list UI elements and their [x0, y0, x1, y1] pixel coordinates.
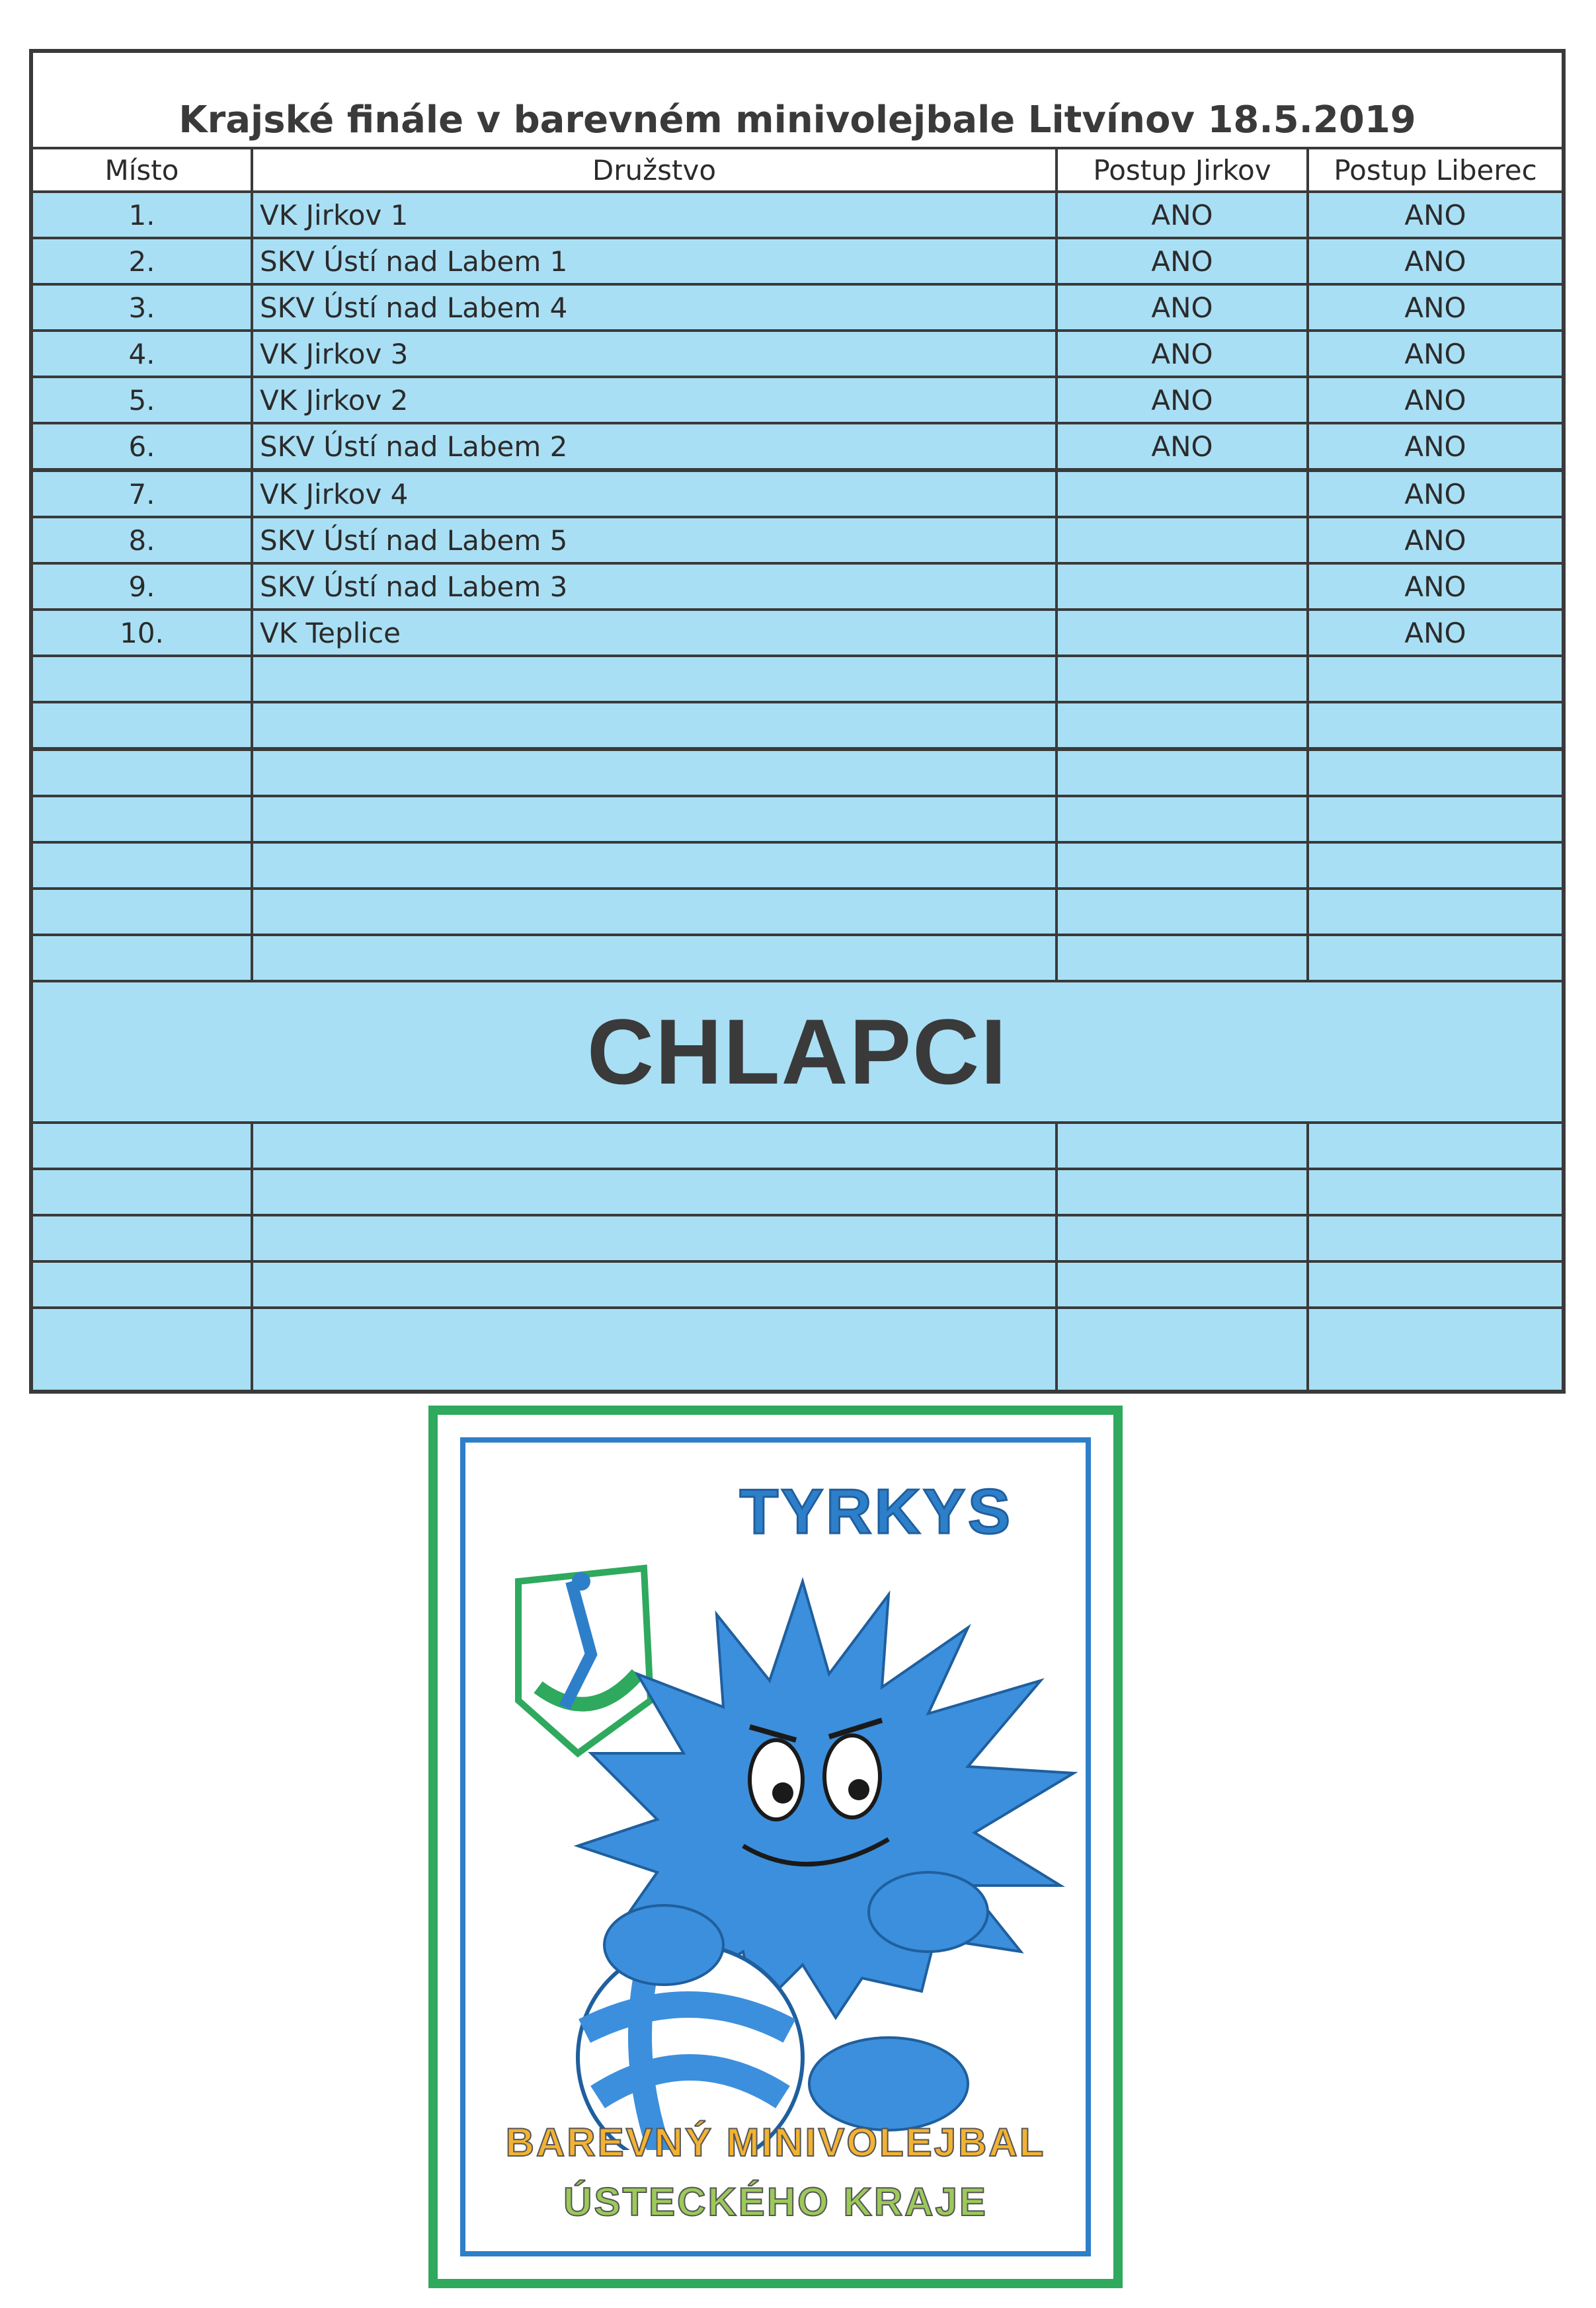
liberec-cell: ANO	[1309, 286, 1562, 332]
empty-row	[33, 936, 1562, 982]
team-cell: SKV Ústí nad Labem 3	[253, 565, 1058, 611]
table-row	[33, 611, 1562, 657]
empty-cell	[1309, 751, 1562, 797]
team-cell: SKV Ústí nad Labem 2	[253, 424, 1058, 472]
table-row	[33, 424, 1562, 472]
table-row	[33, 193, 1562, 239]
logo-title: TYRKYS	[739, 1476, 1013, 1547]
empty-row	[33, 844, 1562, 890]
liberec-cell: ANO	[1309, 472, 1562, 518]
empty-row	[33, 1309, 1562, 1390]
slogan-line2: ÚSTECKÉHO KRAJE	[563, 2180, 988, 2224]
empty-row	[33, 657, 1562, 703]
team-cell: VK Jirkov 1	[253, 193, 1058, 239]
team-cell: VK Jirkov 2	[253, 378, 1058, 424]
empty-cell	[33, 657, 253, 703]
empty-cell	[33, 1263, 253, 1309]
place-cell: 5.	[33, 378, 253, 424]
table-row	[33, 239, 1562, 286]
jirkov-cell: ANO	[1058, 286, 1309, 332]
empty-cell	[253, 1170, 1058, 1216]
empty-cell	[1058, 890, 1309, 936]
team-cell: SKV Ústí nad Labem 5	[253, 518, 1058, 565]
empty-cell	[253, 703, 1058, 751]
empty-cell	[1309, 844, 1562, 890]
liberec-cell: ANO	[1309, 332, 1562, 378]
place-cell: 7.	[33, 472, 253, 518]
empty-cell	[253, 1263, 1058, 1309]
empty-cell	[1058, 1124, 1309, 1170]
empty-cell	[33, 751, 253, 797]
place-cell: 3.	[33, 286, 253, 332]
empty-cell	[1309, 1263, 1562, 1309]
empty-cell	[1058, 797, 1309, 844]
empty-cell	[1058, 1263, 1309, 1309]
table-row	[33, 286, 1562, 332]
liberec-cell: ANO	[1309, 424, 1562, 472]
team-cell: VK Jirkov 4	[253, 472, 1058, 518]
page-title: Krajské finále v barevném minivolejbale Litvínov 18.5.2019	[179, 99, 1416, 141]
empty-cell	[253, 936, 1058, 982]
jirkov-cell	[1058, 565, 1309, 611]
jirkov-cell: ANO	[1058, 378, 1309, 424]
empty-cell	[253, 1124, 1058, 1170]
table-row	[33, 472, 1562, 518]
logo-frame	[460, 1437, 1091, 2256]
table-row	[33, 378, 1562, 424]
table-row	[33, 332, 1562, 378]
team-cell: SKV Ústí nad Labem 1	[253, 239, 1058, 286]
empty-cell	[253, 1309, 1058, 1390]
empty-cell	[33, 1309, 253, 1390]
empty-cell	[1309, 890, 1562, 936]
empty-cell	[1309, 1170, 1562, 1216]
empty-cell	[253, 751, 1058, 797]
header-postup-jirkov: Postup Jirkov	[1058, 147, 1309, 193]
category-label: CHLAPCI	[33, 982, 1562, 1124]
empty-cell	[33, 1124, 253, 1170]
place-cell: 2.	[33, 239, 253, 286]
empty-cell	[1058, 751, 1309, 797]
empty-row	[33, 1216, 1562, 1263]
liberec-cell: ANO	[1309, 193, 1562, 239]
empty-row	[33, 703, 1562, 751]
place-cell: 6.	[33, 424, 253, 472]
place-cell: 9.	[33, 565, 253, 611]
liberec-cell: ANO	[1309, 239, 1562, 286]
results-sheet	[29, 49, 1566, 1394]
empty-cell	[1058, 936, 1309, 982]
empty-cell	[33, 890, 253, 936]
kvs-shield-icon	[518, 1568, 651, 1753]
empty-cell	[1058, 1309, 1309, 1390]
jirkov-cell	[1058, 472, 1309, 518]
place-cell: 4.	[33, 332, 253, 378]
empty-cell	[1309, 936, 1562, 982]
empty-cell	[1058, 1170, 1309, 1216]
empty-cell	[1058, 844, 1309, 890]
empty-cell	[1309, 1216, 1562, 1263]
empty-cell	[33, 844, 253, 890]
team-cell: VK Jirkov 3	[253, 332, 1058, 378]
place-cell: 8.	[33, 518, 253, 565]
jirkov-cell: ANO	[1058, 332, 1309, 378]
empty-cell	[1058, 1216, 1309, 1263]
jirkov-cell: ANO	[1058, 239, 1309, 286]
jirkov-cell: ANO	[1058, 424, 1309, 472]
slogan-line1: BAREVNÝ MINIVOLEJBAL	[505, 2120, 1046, 2165]
empty-cell	[253, 1216, 1058, 1263]
empty-cell	[1309, 1124, 1562, 1170]
empty-cell	[33, 797, 253, 844]
empty-cell	[1309, 657, 1562, 703]
place-cell: 1.	[33, 193, 253, 239]
header-postup-liberec: Postup Liberec	[1309, 147, 1562, 193]
empty-cell	[253, 797, 1058, 844]
empty-cell	[33, 1216, 253, 1263]
empty-row	[33, 1124, 1562, 1170]
liberec-cell: ANO	[1309, 565, 1562, 611]
mascot-icon	[492, 1555, 1091, 2150]
empty-cell	[1058, 657, 1309, 703]
empty-cell	[1058, 703, 1309, 751]
liberec-cell: ANO	[1309, 611, 1562, 657]
empty-cell	[33, 1170, 253, 1216]
liberec-cell: ANO	[1309, 378, 1562, 424]
empty-row	[33, 797, 1562, 844]
empty-cell	[33, 936, 253, 982]
empty-row	[33, 751, 1562, 797]
header-druzstvo: Družstvo	[253, 147, 1058, 193]
table-header	[33, 147, 1562, 193]
empty-cell	[1309, 1309, 1562, 1390]
empty-cell	[33, 703, 253, 751]
table-row	[33, 518, 1562, 565]
header-misto: Místo	[33, 147, 253, 193]
jirkov-cell	[1058, 518, 1309, 565]
empty-cell	[253, 657, 1058, 703]
liberec-cell: ANO	[1309, 518, 1562, 565]
team-cell: SKV Ústí nad Labem 4	[253, 286, 1058, 332]
empty-row	[33, 1170, 1562, 1216]
empty-cell	[253, 890, 1058, 936]
place-cell: 10.	[33, 611, 253, 657]
table-row	[33, 565, 1562, 611]
jirkov-cell: ANO	[1058, 193, 1309, 239]
tyrkys-logo	[428, 1406, 1123, 2288]
jirkov-cell	[1058, 611, 1309, 657]
empty-row	[33, 890, 1562, 936]
empty-cell	[253, 844, 1058, 890]
empty-cell	[1309, 797, 1562, 844]
team-cell: VK Teplice	[253, 611, 1058, 657]
empty-row	[33, 1263, 1562, 1309]
empty-cell	[1309, 703, 1562, 751]
